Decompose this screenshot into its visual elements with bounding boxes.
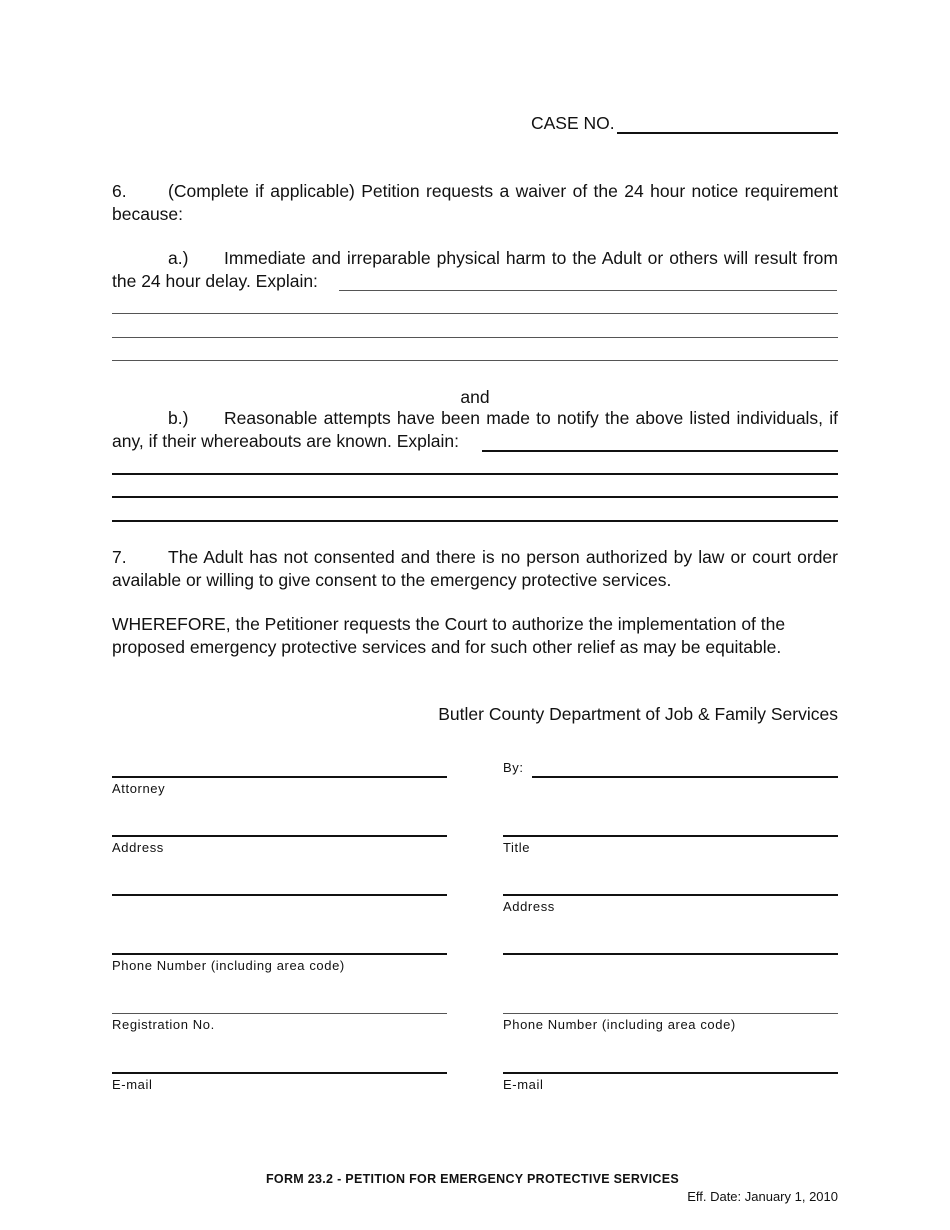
attorney-label: Attorney <box>112 781 166 796</box>
attorney-line[interactable] <box>112 776 447 778</box>
wherefore-line1: WHEREFORE, the Petitioner requests the Court to authorize the implementation of the <box>112 614 786 634</box>
effective-date: Eff. Date: January 1, 2010 <box>687 1189 838 1204</box>
item-a-explain-line[interactable] <box>112 360 838 361</box>
right-phone-line[interactable] <box>503 1013 838 1014</box>
item-a-label: a.) <box>168 248 189 268</box>
phone-line[interactable] <box>112 953 447 955</box>
by-label: By: <box>503 760 524 775</box>
phone-label: Phone Number (including area code) <box>112 958 345 973</box>
item-b-explain-line[interactable] <box>112 520 838 522</box>
title-line[interactable] <box>503 835 838 837</box>
item-a-line2: the 24 hour delay. Explain: <box>112 271 318 291</box>
item-b-explain-field[interactable] <box>482 450 838 452</box>
right-email-line[interactable] <box>503 1072 838 1074</box>
right-email-label: E-mail <box>503 1077 544 1092</box>
item-a-explain-field[interactable] <box>339 290 837 291</box>
address-label: Address <box>112 840 164 855</box>
email-line[interactable] <box>112 1072 447 1074</box>
section-7-line1: The Adult has not consented and there is no person authorized by law or court order <box>168 547 838 567</box>
item-b-label: b.) <box>168 408 189 428</box>
item-b-line1: Reasonable attempts have been made to notify the above listed individuals, if <box>224 408 838 428</box>
section-6-intro-line2: because: <box>112 204 184 224</box>
registration-line[interactable] <box>112 1013 447 1014</box>
section-6-number: 6. <box>112 181 127 201</box>
right-address-line-2[interactable] <box>503 953 838 955</box>
and-text: and <box>460 387 490 407</box>
section-7-number: 7. <box>112 547 127 567</box>
item-b-explain-line[interactable] <box>112 496 838 498</box>
registration-label: Registration No. <box>112 1017 215 1032</box>
item-a-explain-line[interactable] <box>112 337 838 338</box>
case-no-label: CASE NO. <box>531 113 615 133</box>
item-b-explain-line[interactable] <box>112 473 838 475</box>
form-title: FORM 23.2 - PETITION FOR EMERGENCY PROTECTIVE SERVICES <box>266 1172 680 1186</box>
section-7-line2: available or willing to give consent to the emergency protective services. <box>112 570 672 590</box>
by-signature-line[interactable] <box>532 776 838 778</box>
email-label: E-mail <box>112 1077 153 1092</box>
wherefore-line2: proposed emergency protective services and for such other relief as may be equitable. <box>112 637 782 657</box>
item-a-line1: Immediate and irreparable physical harm to the Adult or others will result from <box>224 248 838 268</box>
address-line-2[interactable] <box>112 894 447 896</box>
section-6-intro-line1: (Complete if applicable) Petition requests a waiver of the 24 hour notice requirement <box>168 181 838 201</box>
address-line[interactable] <box>112 835 447 837</box>
right-address-label: Address <box>503 899 555 914</box>
right-address-line[interactable] <box>503 894 838 896</box>
agency-name: Butler County Department of Job & Family Services <box>438 704 838 724</box>
item-b-line2: any, if their whereabouts are known. Explain: <box>112 431 459 451</box>
title-label: Title <box>503 840 531 855</box>
case-no-field[interactable] <box>617 132 838 134</box>
right-phone-label: Phone Number (including area code) <box>503 1017 736 1032</box>
item-a-explain-line[interactable] <box>112 313 838 314</box>
